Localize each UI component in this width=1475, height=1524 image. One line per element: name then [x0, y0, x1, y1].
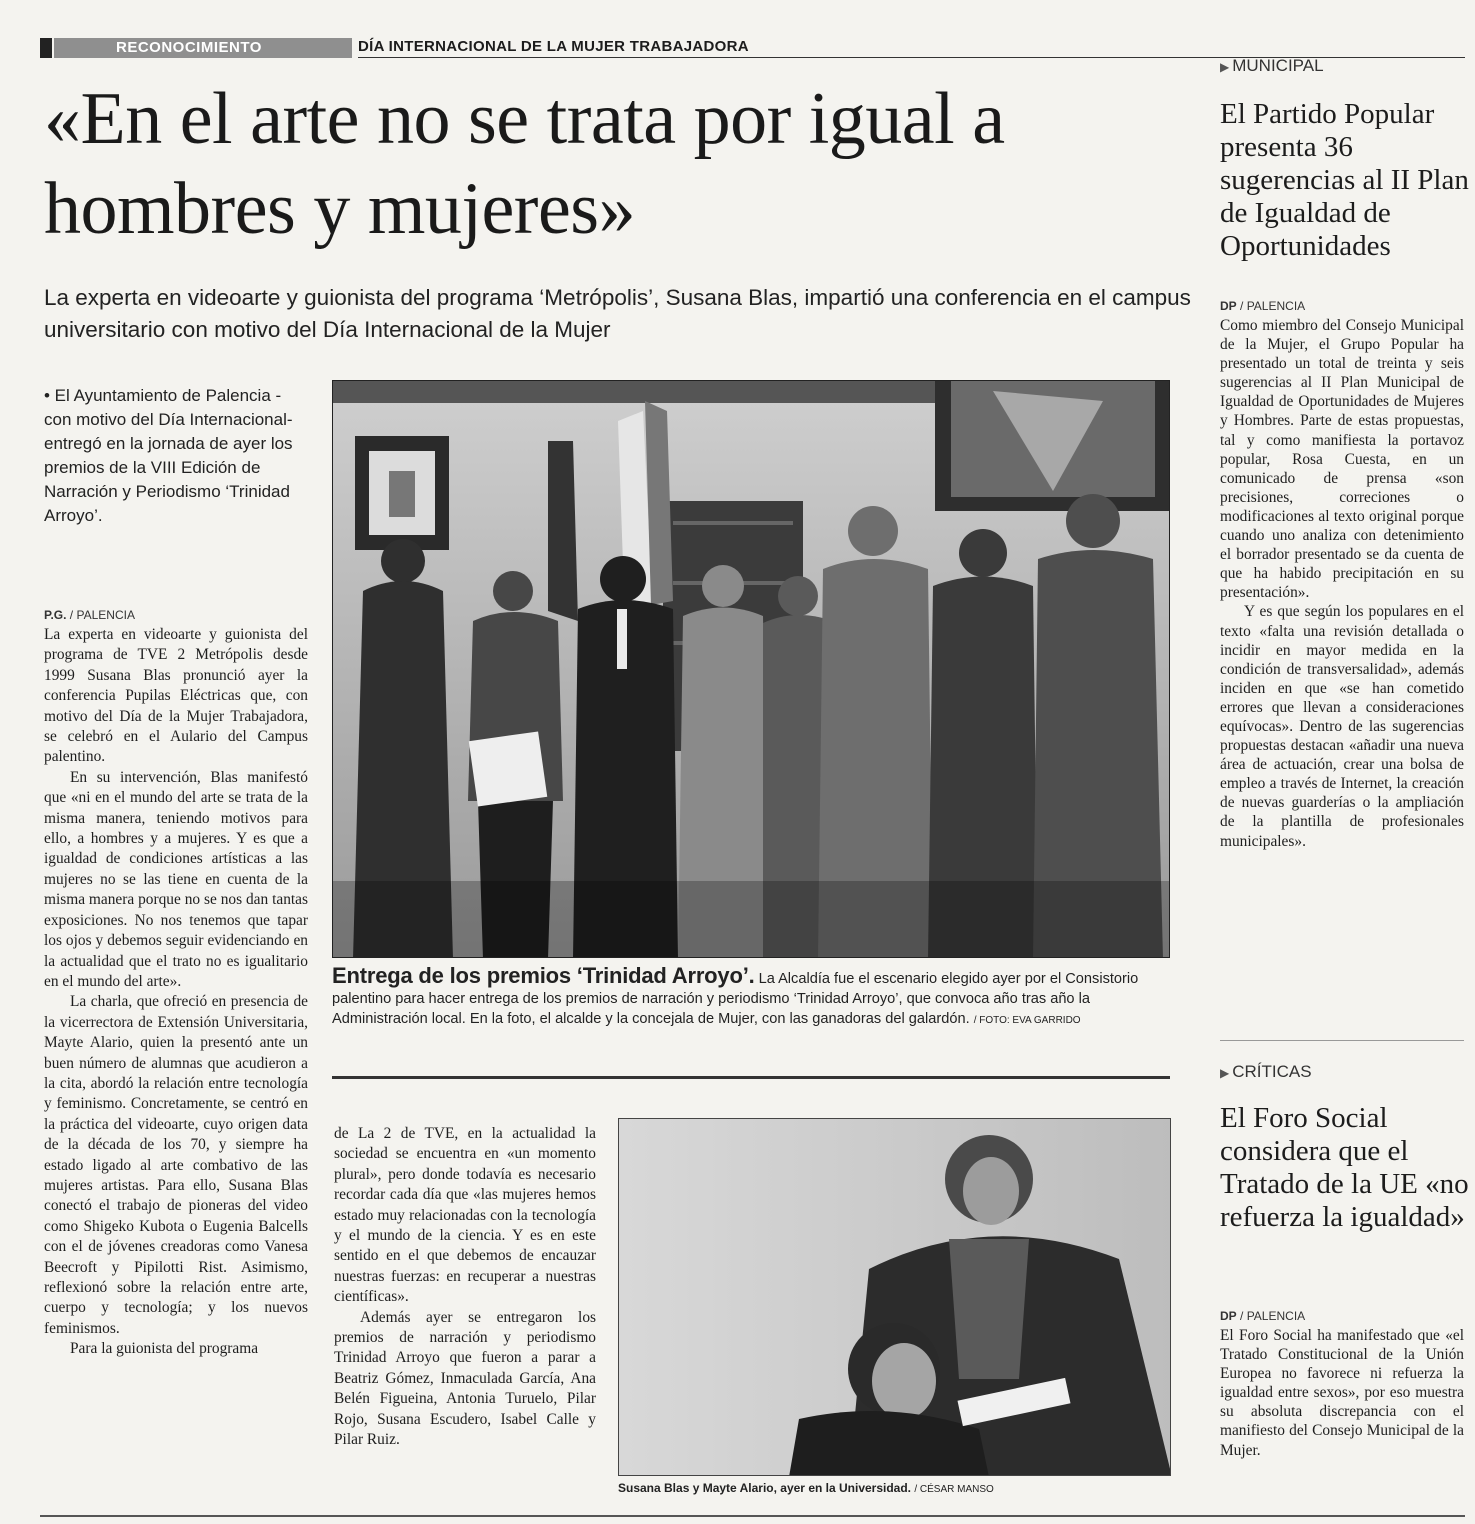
- divider-rule: [332, 1076, 1170, 1079]
- sidebar-divider: [1220, 1040, 1464, 1041]
- lead-paragraph: • El Ayuntamiento de Palencia -con motivo del Día Internacional- entregó en la jornada de ayer los premios de la VIII Edición de Narración y Periodismo ‘Trinidad Arroyo’.: [44, 386, 293, 525]
- photo-credit: / FOTO: EVA GARRIDO: [973, 1015, 1081, 1026]
- paragraph: La experta en videoarte y guionista del programa de TVE 2 Metrópolis desde 1999 Susana Blas pronunció ayer la conferencia Pupilas Eléctricas que, con motivo del Día de la Mujer Trabajadora, se celebró en el Aulario del Campus palentino.: [44, 626, 308, 766]
- photo-caption-2: [618, 1480, 1171, 1498]
- sidebar-byline-2: DP / PALENCIA: [1220, 1309, 1306, 1323]
- byline-author: P.G.: [44, 608, 67, 622]
- article-column-2: [334, 1124, 596, 1451]
- caption-text: Susana Blas y Mayte Alario, ayer en la Universidad.: [618, 1481, 912, 1495]
- sidebar-byline-1: DP / PALENCIA: [1220, 299, 1306, 313]
- sidebar-kicker-municipal: [1220, 56, 1324, 76]
- bottom-rule: [40, 1515, 1465, 1517]
- headline: «En el arte no se trata por igual a hombres y mujeres»: [44, 78, 1005, 250]
- sidebar-headline-1: El Partido Popular presenta 36 sugerencias al II Plan de Igualdad de Oportunidades: [1220, 98, 1469, 262]
- paragraph: En su intervención, Blas manifestó que «ni en el mundo del arte se trata de la misma manera, teniendo motivos para ello, a hombres y a mujeres. Y es que a igualdad de condiciones artísticas a las mujeres no se las tiene en cuenta de la misma manera porque no se nos dan tantas exposiciones. No nos tenemos que tapar los ojos y debemos seguir evidenciando en la actualidad que el trato no es igualitario en el mundo del arte».: [44, 768, 308, 990]
- paragraph: La charla, que ofreció en presencia de la vicerrectora de Extensión Universitaria, Mayte Alario, quien la presentó ante un buen número de alumnas que acudieron a la cita, abordó la relación entre tecnología y feminismo. Concretamente, se centró en la práctica del videoarte, cuyo origen data de la década de los 70, y siempre ha estado ligado al arte combativo de las mujeres artistas. Para ello, Susana Blas conectó el trabajo de pioneras del video como Shigeko Kubota o Eugenia Balcells con el de jóvenes creadoras como Vanesa Beecroft y Pipilotti Rist. Asimismo, reflexionó sobre la relación entre arte, cuerpo y tecnología; y los nuevos feminismos.: [44, 993, 308, 1337]
- university-photo-illustration: [619, 1119, 1171, 1476]
- main-byline: P.G. / PALENCIA: [44, 608, 135, 622]
- section-label: RECONOCIMIENTO: [54, 38, 352, 58]
- sidebar-body-2: [1220, 1326, 1464, 1460]
- paragraph: El Foro Social ha manifestado que «el Tratado Constitucional de la Unión Europea no favorece ni refuerza la igualdad entre sexos», por eso muestra su absoluta discrepancia con el manifiesto del Consejo Municipal de la Mujer.: [1220, 1327, 1464, 1459]
- sidebar-kicker-criticas: [1220, 1062, 1312, 1082]
- award-ceremony-photo: [332, 380, 1170, 958]
- subhead: La experta en videoarte y guionista del programa ‘Metrópolis’, Susana Blas, impartió una conferencia en el campus universitario con motivo del Día Internacional de la Mujer: [44, 285, 1191, 342]
- topic-label: DÍA INTERNACIONAL DE LA MUJER TRABAJADORA: [358, 38, 749, 55]
- article-column-1: [44, 625, 308, 1360]
- paragraph: Y es que según los populares en el texto «falta una revisión detallada o incidir en mayor medida en la condición de transversalidad», además inciden en que «se han cometido errores que llevan a consideraciones equívocas». Dentro de las sugerencias propuestas destacan «añadir una nueva área de actuación, crear una bolsa de empleo a través de Internet, la creación de nuevas guarderías o la ampliación de la plantilla de profesionales municipales».: [1220, 603, 1464, 850]
- section-strip: [40, 38, 1465, 58]
- byline-place: PALENCIA: [1246, 299, 1306, 313]
- photo-caption-1: [332, 963, 1170, 1031]
- byline-place: PALENCIA: [1246, 1309, 1306, 1323]
- caption-title: Entrega de los premios ‘Trinidad Arroyo’.: [332, 963, 755, 988]
- byline-place: PALENCIA: [76, 608, 135, 622]
- award-photo-illustration: [333, 381, 1170, 958]
- strip-marker: [40, 38, 52, 58]
- kicker-label: MUNICIPAL: [1232, 56, 1324, 75]
- triangle-right-icon: ▶: [1220, 1066, 1230, 1080]
- paragraph: Además ayer se entregaron los premios de narración y periodismo Trinidad Arroyo que fueron a parar a Beatriz Gómez, Inmaculada García, Ana Belén Figueina, Antonia Turuelo, Pilar Rojo, Susana Escudero, Isabel Calle y Pilar Ruiz.: [334, 1308, 596, 1449]
- university-photo: [618, 1118, 1171, 1476]
- paragraph: Como miembro del Consejo Municipal de la Mujer, el Grupo Popular ha presentado un total de treinta y seis sugerencias al II Plan Municipal de Igualdad de Oportunidades de Mujeres y Hombres. Parte de estas propuestas, tal y como manifiesta la portavoz popular, Rosa Cuesta, en un comunicado de prensa «son precisiones, correciones o modificaciones al texto original porque cuando uno analiza con detenimiento el borrador presentado se da cuenta de que ha habido precipitación en su presentación».: [1220, 317, 1464, 602]
- photo-credit: / CÉSAR MANSO: [914, 1484, 994, 1495]
- kicker-label: CRÍTICAS: [1232, 1062, 1312, 1081]
- byline-author: DP: [1220, 1309, 1237, 1323]
- paragraph: de La 2 de TVE, en la actualidad la sociedad se encuentra en «un momento plural», pero donde todavía es necesario recordar cada día que «las mujeres hemos estado muy relacionadas con la tecnología y el mundo de la ciencia. Y es en este sentido en el que debemos de encauzar nuestras fuerzas: en recuperar a nuestras científicas».: [334, 1125, 596, 1306]
- caption-text: La Alcaldía fue el escenario elegido ayer por el Consistorio palentino para hacer entrega de los premios de narración y periodismo ‘Trinidad Arroyo’, que convoca año tras año la Administración local. En la foto, el alcalde y la concejala de Mujer, con las ganadoras del galardón.: [332, 971, 1139, 1027]
- sidebar-body-1: [1220, 316, 1464, 851]
- sidebar-headline-2: El Foro Social considera que el Tratado de la UE «no refuerza la igualdad»: [1220, 1102, 1469, 1233]
- byline-author: DP: [1220, 299, 1237, 313]
- triangle-right-icon: ▶: [1220, 60, 1230, 74]
- paragraph: Para la guionista del programa: [70, 1340, 259, 1358]
